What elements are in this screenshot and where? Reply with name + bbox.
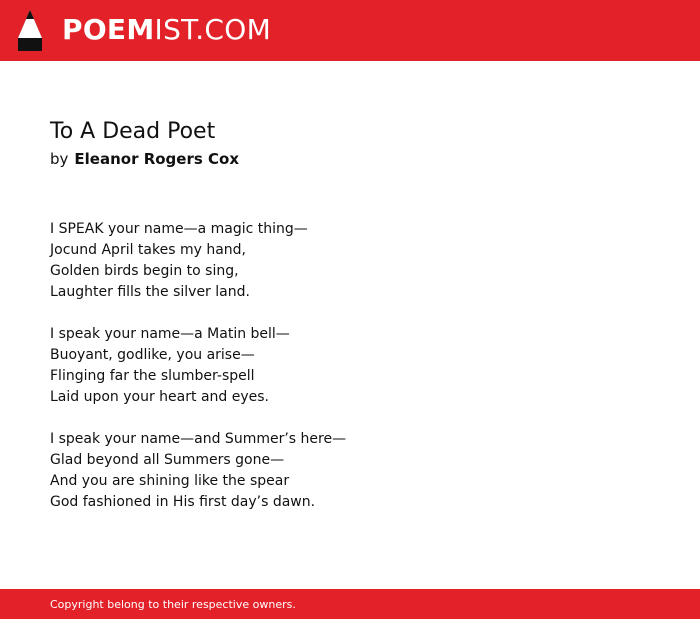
poem-line: I SPEAK your name—a magic thing— [50,221,308,237]
stanza-2 [50,324,650,408]
site-logo-text[interactable] [62,13,271,47]
poem-body [50,219,650,534]
poem-title: To A Dead Poet [50,119,216,144]
poem-line: Flinging far the slumber-spell [50,368,255,384]
poem-byline [50,149,239,169]
poem-line: I speak your name—and Summer’s here— [50,431,347,447]
poem-line: Laid upon your heart and eyes. [50,389,269,405]
author-name[interactable]: Eleanor Rogers Cox [74,150,239,168]
poem-line: Buoyant, godlike, you arise— [50,347,255,363]
poem-line: Glad beyond all Summers gone— [50,452,285,468]
copyright-text: Copyright belong to their respective owners. [50,598,296,611]
poem-line: I speak your name—a Matin bell— [50,326,290,342]
stanza-1 [50,219,650,303]
poem-line: And you are shining like the spear [50,473,290,489]
site-header [0,0,700,61]
stanza-3 [50,429,650,513]
pencil-icon[interactable] [18,10,42,51]
poem-line: Jocund April takes my hand, [50,242,246,258]
site-footer [0,589,700,619]
brand-bold: POEM [62,13,155,46]
poem-line: Laughter fills the silver land. [50,284,250,300]
poem-line: Golden birds begin to sing, [50,263,239,279]
poem-line: God fashioned in His first day’s dawn. [50,494,316,510]
brand-light: IST.COM [154,13,272,46]
by-label: by [50,150,69,168]
